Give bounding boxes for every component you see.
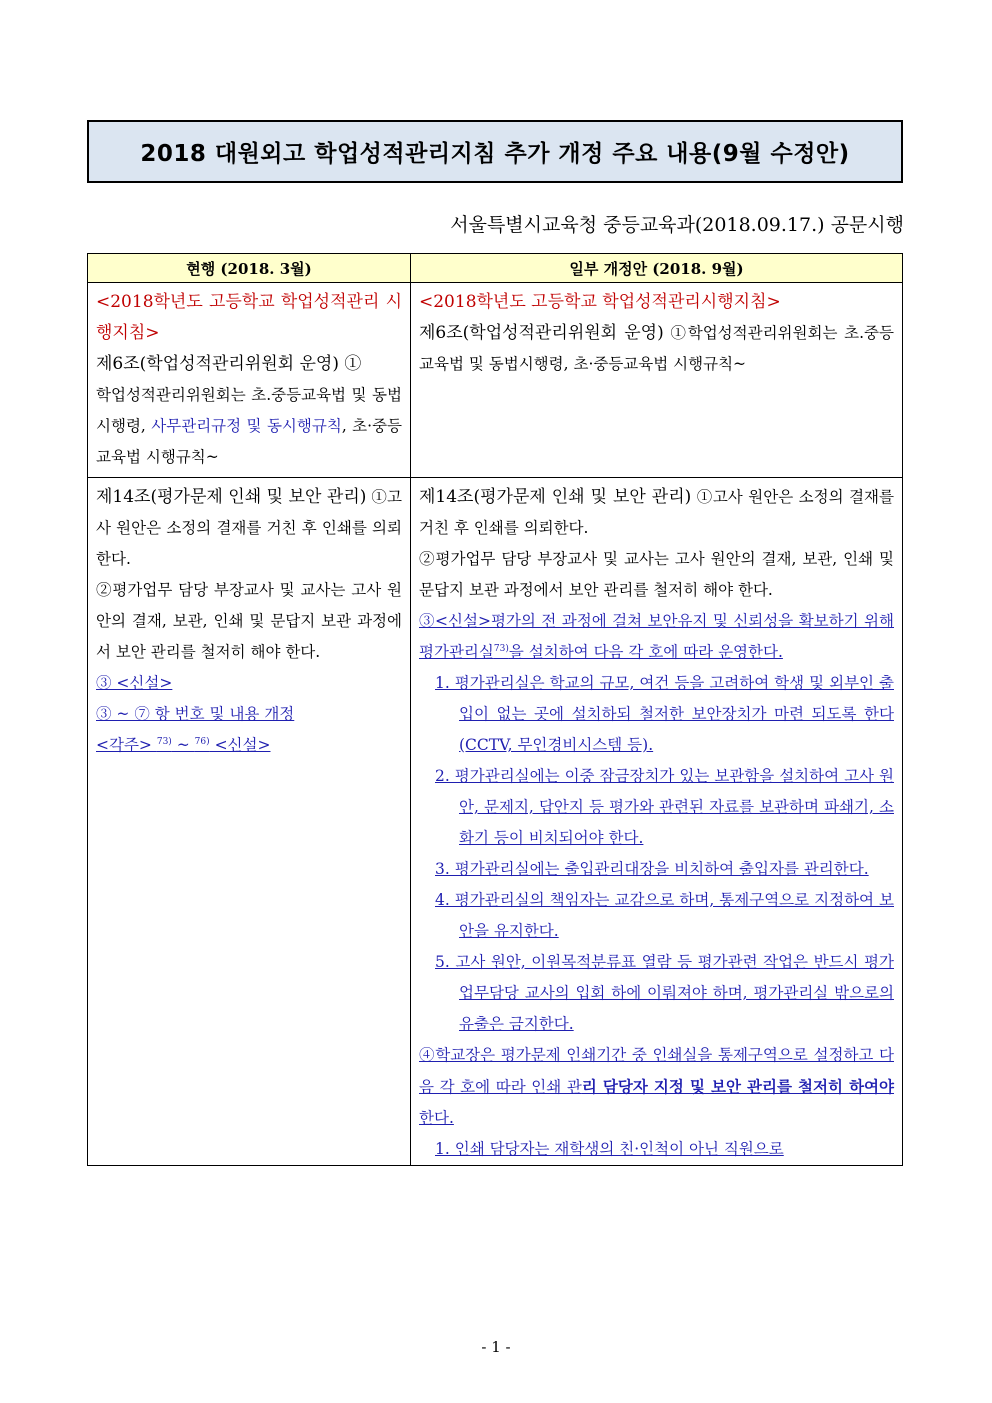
paragraph: ②평가업무 담당 부장교사 및 교사는 고사 원안의 결재, 보관, 인쇄 및 문답지 보관 과정에서 보안 관리를 철저히 해야 한다. [419, 550, 894, 599]
list-item: 5. 고사 원안, 이원목적분류표 열람 등 평가관련 작업은 반드시 평가업무담당 교사의 입회 하에 이뤄져야 하며, 평가관리실 밖으로의 유출은 금지한다. [435, 953, 894, 1033]
article-text: 학업성적관리위원회는 초.중등교육법 및 동법시행령, 사무관리규정 및 동시행규칙, 초·중등교육법 시행규칙~ [96, 386, 403, 466]
changed-text: 사무관리규정 및 동시행규칙 [151, 417, 342, 435]
article-title: 제14조(평가문제 인쇄 및 보안 관리) [96, 487, 367, 507]
article-text: 제14조(평가문제 인쇄 및 보안 관리) ①고사 원안은 소정의 결재를 거친 후 인쇄를 의뢰한다. [96, 487, 402, 568]
new-paragraph-note: ③ <신설> [96, 674, 173, 692]
header-current: 현행 (2018. 3월) [88, 254, 411, 283]
list-item: 1. 인쇄 담당자는 재학생의 친·인척이 아닌 직원으로 [435, 1140, 784, 1158]
table-header-row [88, 254, 903, 283]
new-paragraph: ③<신설>평가의 전 과정에 걸쳐 보안유지 및 신뢰성을 확보하기 위해 평가관리실$^{73)}$을 설치하여 다음 각 호에 따라 운영한다. [419, 612, 894, 661]
cell-revised-art14 [411, 478, 903, 1166]
article-title: 제6조(학업성적관리위원회 운영) ① [96, 354, 362, 374]
revision-table [87, 253, 903, 1166]
document-title: 2018 대원외고 학업성적관리지침 추가 개정 주요 내용(9월 수정안) [87, 120, 903, 183]
table-row [88, 478, 903, 1166]
list-item: 3. 평가관리실에는 출입관리대장을 비치하여 출입자를 관리한다. [435, 860, 869, 878]
list-item: 4. 평가관리실의 책임자는 교감으로 하며, 통제구역으로 지정하여 보안을 유지한다. [435, 891, 894, 940]
article-text: 제14조(평가문제 인쇄 및 보안 관리) ①고사 원안은 소정의 결재를 거친 후 인쇄를 의뢰한다. [419, 487, 894, 537]
renumber-note: ③ ~ ⑦ 항 번호 및 내용 개정 [96, 705, 295, 723]
cell-current-art14 [88, 478, 411, 1166]
source-line: 서울특별시교육청 중등교육과(2018.09.17.) 공문시행 [450, 214, 904, 236]
article-title: 제6조(학업성적관리위원회 운영) [419, 323, 664, 343]
list-item: 1. 평가관리실은 학교의 규모, 여건 등을 고려하여 학생 및 외부인 출입이 없는 곳에 설치하되 철저한 보안장치가 마련 되도록 한다(CCTV, 무인경비시스템 등). [435, 674, 894, 754]
guideline-heading: <2018학년도 고등학교 학업성적관리시행지침> [419, 292, 781, 312]
page-number: - 1 - [481, 1338, 511, 1356]
guideline-heading: <2018학년도 고등학교 학업성적관리 시행지침> [96, 292, 402, 343]
cell-revised-art6 [411, 283, 903, 478]
cell-current-art6 [88, 283, 411, 478]
paragraph: ④학교장은 평가문제 인쇄기간 중 인쇄실을 통제구역으로 설정하고 다음 각 호에 따라 인쇄 관리 담당자 지정 및 보안 관리를 철저히 하여야 한다. [419, 1046, 894, 1127]
paragraph: ②평가업무 담당 부장교사 및 교사는 고사 원안의 결재, 보관, 인쇄 및 문답지 보관 과정에서 보안 관리를 철저히 해야 한다. [96, 581, 402, 661]
article-text: 제6조(학업성적관리위원회 운영) ①학업성적관리위원회는 초.중등교육법 및 동법시행령, 초·중등교육법 시행규칙~ [419, 323, 894, 373]
table-row [88, 283, 903, 478]
article-title: 제14조(평가문제 인쇄 및 보안 관리) [419, 487, 692, 507]
header-revised: 일부 개정안 (2018. 9월) [411, 254, 903, 283]
emphasis-text: 리 담당자 지정 및 보안 관리를 철저히 하여야 [581, 1077, 894, 1096]
list-item: 2. 평가관리실에는 이중 잠금장치가 있는 보관함을 설치하여 고사 원안, 문제지, 답안지 등 평가와 관련된 자료를 보관하며 파쇄기, 소화기 등이 비치되어야 한다. [435, 767, 894, 847]
footnote-note: <각주> $^{73)}$ ~ $^{76)}$ <신설> [96, 736, 271, 754]
